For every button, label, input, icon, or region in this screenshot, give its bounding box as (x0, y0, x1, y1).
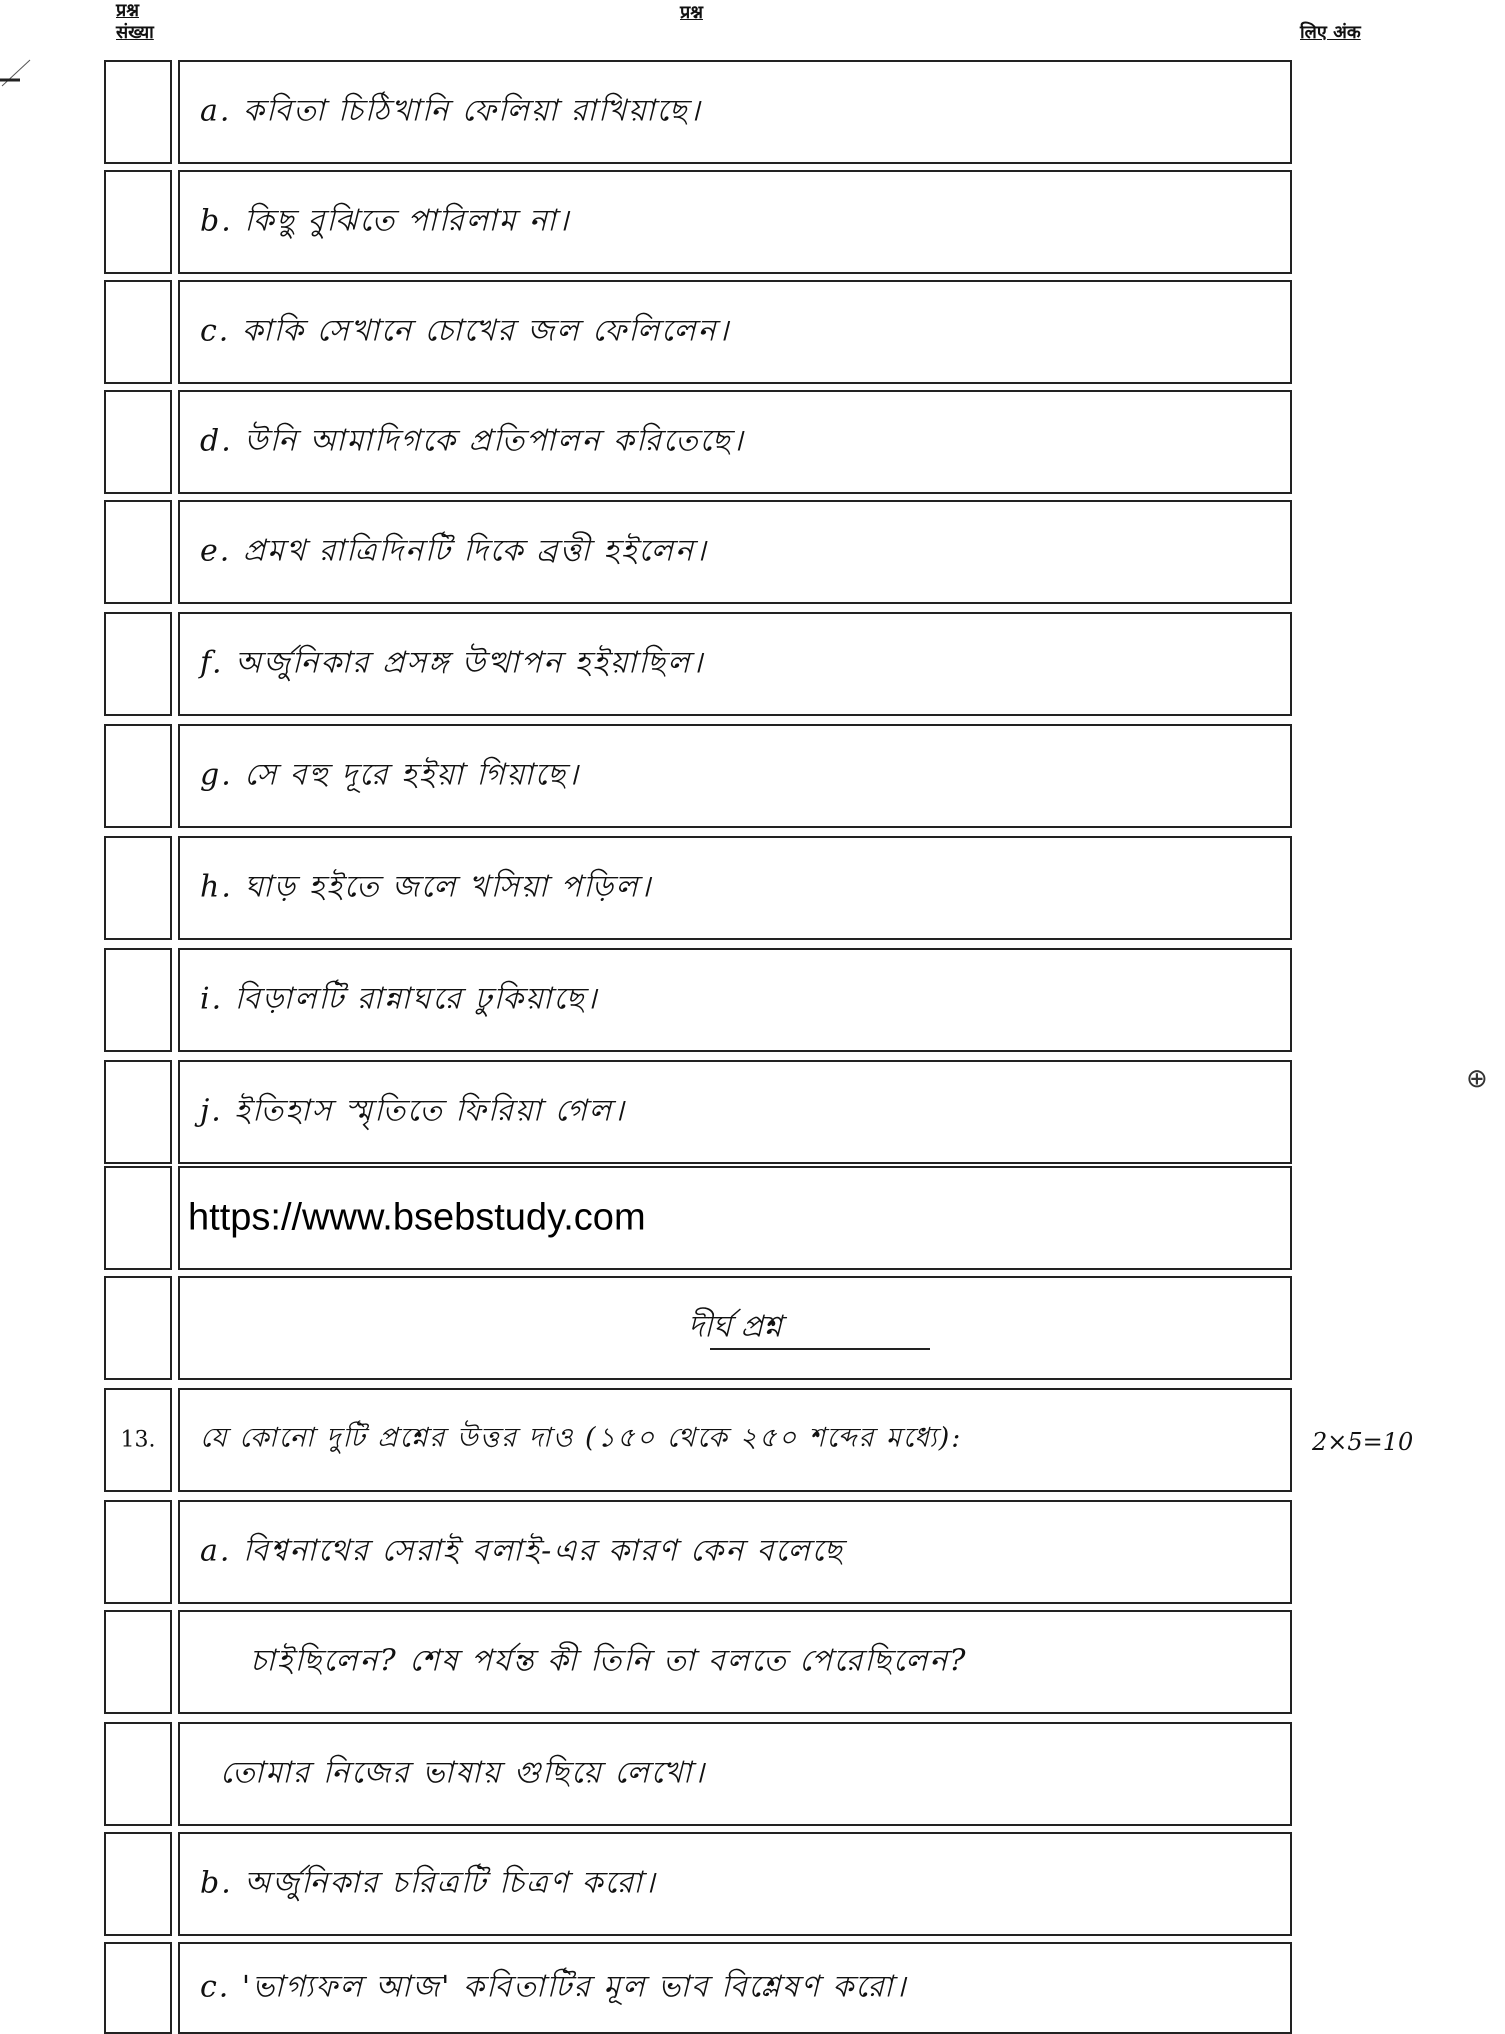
answer-row (178, 500, 1292, 604)
row-number-cell (104, 1060, 172, 1164)
answer-row (178, 948, 1292, 1052)
row-number-cell (104, 170, 172, 274)
url-row (178, 1166, 1292, 1270)
binder-hole-icon: ⊕ (1466, 1064, 1488, 1094)
header-marks-label (1300, 0, 1361, 44)
answer-row (178, 170, 1292, 274)
row-number-cell (104, 948, 172, 1052)
row-number-cell (104, 724, 172, 828)
answer-row (178, 390, 1292, 494)
row-number-cell (104, 1166, 172, 1270)
header-question-number-label (116, 0, 154, 44)
answer-row-text: a. কবিতা চিঠিখানি ফেলিয়া রাখিয়াছে। (200, 93, 702, 129)
website-url[interactable]: https://www.bsebstudy.com (188, 1196, 646, 1239)
sub-question-row (178, 1500, 1292, 1604)
question-number: 13. (120, 1427, 156, 1453)
row-number-cell (104, 1942, 172, 2034)
row-number-cell (104, 390, 172, 494)
heading-underline (710, 1348, 930, 1350)
row-number-cell (104, 280, 172, 384)
row-number-cell (104, 1500, 172, 1604)
answer-row (178, 280, 1292, 384)
sub-question-text: চাইছিলেন? শেষ পর্যন্ত কী তিনি তা বলতে পেরেছিলেন? (250, 1643, 968, 1679)
question-marks: 2×5=10 (1312, 1428, 1414, 1456)
header-left-line2: संख्या (116, 22, 154, 43)
sub-question-row (178, 1832, 1292, 1936)
answer-row-text: h. ঘাড় হইতে জলে খসিয়া পড়িল। (200, 869, 653, 905)
question-number-cell (104, 1388, 172, 1492)
sub-question-text: c. 'ভাগ্যফল আজ' কবিতাটির মূল ভাব বিশ্লেষণ করো। (200, 1969, 908, 2005)
answer-row-text: c. কাকি সেখানে চোখের জল ফেলিলেন। (200, 313, 731, 349)
row-number-cell (104, 500, 172, 604)
answer-row (178, 724, 1292, 828)
sub-question-text: a. বিশ্বনাথের সেরাই বলাই-এর কারণ কেন বলেছে (200, 1533, 844, 1569)
row-number-cell (104, 60, 172, 164)
answer-row-text: g. সে বহু দূরে হইয়া গিয়াছে। (200, 757, 580, 793)
answer-row (178, 612, 1292, 716)
row-number-cell (104, 612, 172, 716)
answer-row-text: j. ইতিহাস স্মৃতিতে ফিরিয়া গেল। (200, 1093, 626, 1129)
header-right-line1: लिए अंक (1300, 22, 1361, 43)
answer-row-text: d. উনি আমাদিগকে প্রতিপালন করিতেছে। (200, 423, 745, 459)
answer-row (178, 836, 1292, 940)
answer-row-text: f. অর্জুনিকার প্রসঙ্গ উত্থাপন হইয়াছিল। (200, 645, 705, 681)
sub-question-row (178, 1610, 1292, 1714)
sub-question-row (178, 1942, 1292, 2034)
header-question-label: प्रश्न (680, 2, 703, 23)
answer-row-text: i. বিড়ালটি রান্নাঘরে ঢুকিয়াছে। (200, 981, 599, 1017)
section-heading: দীর্ঘ প্রশ্ন (688, 1309, 782, 1345)
row-number-cell (104, 1722, 172, 1826)
sub-question-row (178, 1722, 1292, 1826)
header-left-line1: प्रश्न (116, 0, 139, 21)
answer-row (178, 60, 1292, 164)
row-number-cell (104, 1276, 172, 1380)
row-number-cell (104, 1832, 172, 1936)
answer-row-text: e. প্রমথ রাত্রিদিনটি দিকে ব্রত্তী হইলেন। (200, 533, 708, 569)
answer-row-text: b. কিছু বুঝিতে পারিলাম না। (200, 203, 571, 239)
answer-row (178, 1060, 1292, 1164)
sub-question-text: তোমার নিজের ভাষায় গুছিয়ে লেখো। (220, 1755, 707, 1791)
section-heading-row (178, 1276, 1292, 1380)
row-number-cell (104, 1610, 172, 1714)
question-prompt: যে কোনো দুটি প্রশ্নের উত্তর দাও (১৫০ থেকে ২৫০ শব্দের মধ্যে): (200, 1422, 963, 1454)
question-row (178, 1388, 1292, 1492)
row-number-cell (104, 836, 172, 940)
margin-pencil-mark (0, 50, 40, 90)
sub-question-text: b. অর্জুনিকার চরিত্রটি চিত্রণ করো। (200, 1865, 657, 1901)
